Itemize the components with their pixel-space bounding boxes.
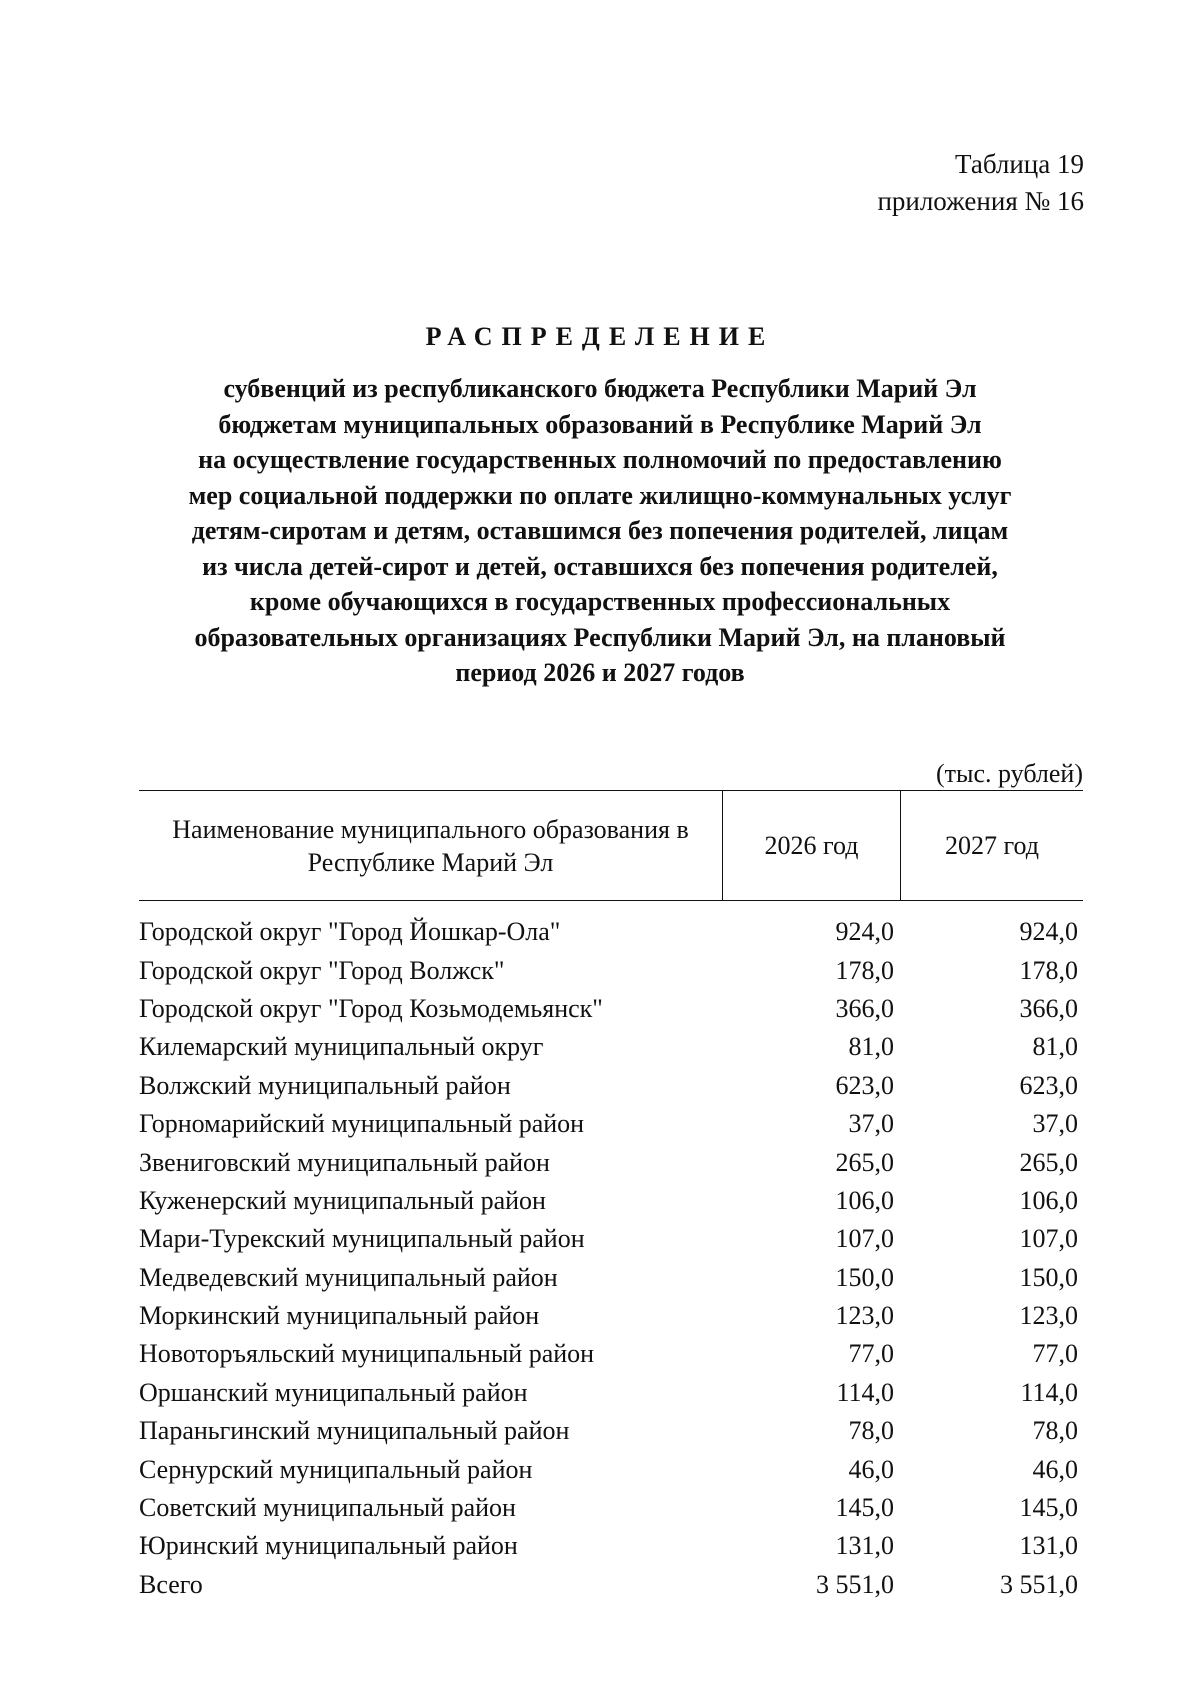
table-row [139, 1335, 1083, 1373]
table-row [139, 1259, 1083, 1297]
municipality-name: Волжский муниципальный район [139, 1070, 511, 1100]
municipality-name: Куженерский муниципальный район [139, 1185, 546, 1215]
table-row [139, 1489, 1083, 1527]
subtitle-line: образовательных организациях Республики Марий Эл, на плановый [194, 622, 1006, 652]
table-row [139, 1374, 1083, 1412]
municipality-name: Новоторъяльский муниципальный район [139, 1339, 595, 1369]
document-subtitle [140, 371, 1060, 691]
value-2026: 37,0 [848, 1109, 894, 1139]
table-row [139, 1450, 1083, 1488]
value-2026: 150,0 [835, 1262, 894, 1292]
value-2027: 145,0 [1019, 1493, 1078, 1523]
units-label: (тыс. рублей) [935, 759, 1083, 788]
value-2026: 106,0 [835, 1185, 894, 1215]
subtitle-line: мер социальной поддержки по оплате жилищно-коммунальных услуг [188, 480, 1012, 510]
value-2027: 46,0 [1032, 1454, 1078, 1484]
table-body [139, 901, 1083, 1604]
value-2026: 131,0 [835, 1531, 894, 1561]
table-row [139, 1028, 1083, 1066]
municipality-name: Звениговский муниципальный район [139, 1147, 550, 1177]
table-row [139, 1297, 1083, 1335]
value-2026: 366,0 [835, 993, 894, 1023]
value-2026: 623,0 [835, 1070, 894, 1100]
municipality-name: Сернурский муниципальный район [139, 1454, 533, 1484]
subtitle-line: на осуществление государственных полномочий по предоставлению [198, 445, 1002, 474]
value-2026: 77,0 [848, 1339, 894, 1369]
value-2027: 77,0 [1032, 1339, 1078, 1369]
value-2027: 106,0 [1019, 1185, 1078, 1215]
municipality-name: Мари-Турекский муниципальный район [139, 1224, 585, 1254]
table-header [139, 790, 1083, 901]
value-2026: 107,0 [835, 1224, 894, 1254]
table-row [139, 1527, 1083, 1565]
value-2027: 123,0 [1019, 1301, 1078, 1331]
value-2026: 81,0 [848, 1032, 894, 1062]
document-title: РАСПРЕДЕЛЕНИЕ [425, 322, 775, 351]
value-2026: 265,0 [835, 1147, 894, 1177]
subtitle-line: детям-сиротам и детям, оставшимся без попечения родителей, лицам [191, 516, 1009, 545]
total-row [139, 1566, 1083, 1604]
municipality-name: Оршанский муниципальный район [139, 1377, 528, 1407]
municipality-name: Медведевский муниципальный район [139, 1262, 558, 1292]
total-label: Всего [139, 1569, 203, 1599]
municipality-name: Горномарийский муниципальный район [139, 1109, 585, 1139]
subtitle-line: период 2026 и 2027 годов [455, 658, 745, 687]
value-2026: 114,0 [836, 1377, 894, 1407]
value-2027: 107,0 [1019, 1224, 1078, 1254]
municipality-name: Городской округ "Город Козьмодемьянск" [139, 993, 603, 1023]
value-2027: 366,0 [1019, 993, 1078, 1023]
municipality-name: Параньгинский муниципальный район [139, 1416, 570, 1446]
table-row [139, 913, 1083, 951]
table-row [139, 951, 1083, 989]
table-row [139, 1182, 1083, 1220]
total-2026: 3 551,0 [816, 1569, 894, 1599]
appendix-number: приложения № 16 [877, 186, 1084, 216]
table-reference [877, 146, 1084, 220]
header-2027: 2027 год [945, 831, 1039, 860]
value-2026: 924,0 [835, 917, 894, 947]
subtitle-line: субвенций из республиканского бюджета Республики Марий Эл [223, 374, 977, 403]
value-2027: 178,0 [1019, 955, 1078, 985]
total-2027: 3 551,0 [1000, 1569, 1078, 1599]
table-row [139, 1105, 1083, 1143]
value-2027: 924,0 [1019, 917, 1078, 947]
table-number: Таблица 19 [955, 149, 1084, 179]
value-2027: 81,0 [1032, 1032, 1078, 1062]
value-2027: 131,0 [1019, 1531, 1078, 1561]
value-2026: 78,0 [848, 1416, 894, 1446]
value-2027: 78,0 [1032, 1416, 1078, 1446]
table-row [139, 1220, 1083, 1258]
value-2027: 265,0 [1019, 1147, 1078, 1177]
header-municipality: Наименование муниципального образования в Республике Марий Эл [172, 814, 689, 877]
municipality-name: Килемарский муниципальный округ [139, 1032, 544, 1062]
municipality-name: Советский муниципальный район [139, 1493, 516, 1523]
value-2026: 123,0 [835, 1301, 894, 1331]
table-row [139, 1143, 1083, 1181]
table-row [139, 1412, 1083, 1450]
value-2027: 37,0 [1032, 1109, 1078, 1139]
value-2027: 150,0 [1019, 1262, 1078, 1292]
municipality-name: Юринский муниципальный район [139, 1531, 518, 1561]
value-2027: 623,0 [1019, 1070, 1078, 1100]
subtitle-line: из числа детей-сирот и детей, оставшихся без попечения родителей, [202, 551, 998, 581]
subtitle-line: бюджетам муниципальных образований в Республике Марий Эл [218, 409, 982, 439]
header-2026: 2026 год [722, 791, 901, 900]
value-2026: 145,0 [835, 1493, 894, 1523]
municipality-name: Городской округ "Город Волжск" [139, 955, 505, 985]
value-2027: 114,0 [1020, 1377, 1078, 1407]
value-2026: 178,0 [835, 955, 894, 985]
distribution-table [139, 790, 1083, 1604]
municipality-name: Моркинский муниципальный район [139, 1301, 540, 1331]
value-2026: 46,0 [848, 1454, 894, 1484]
municipality-name: Городской округ "Город Йошкар-Ола" [139, 917, 561, 947]
subtitle-line: кроме обучающихся в государственных профессиональных [249, 587, 951, 616]
table-row [139, 1067, 1083, 1105]
table-row [139, 990, 1083, 1028]
